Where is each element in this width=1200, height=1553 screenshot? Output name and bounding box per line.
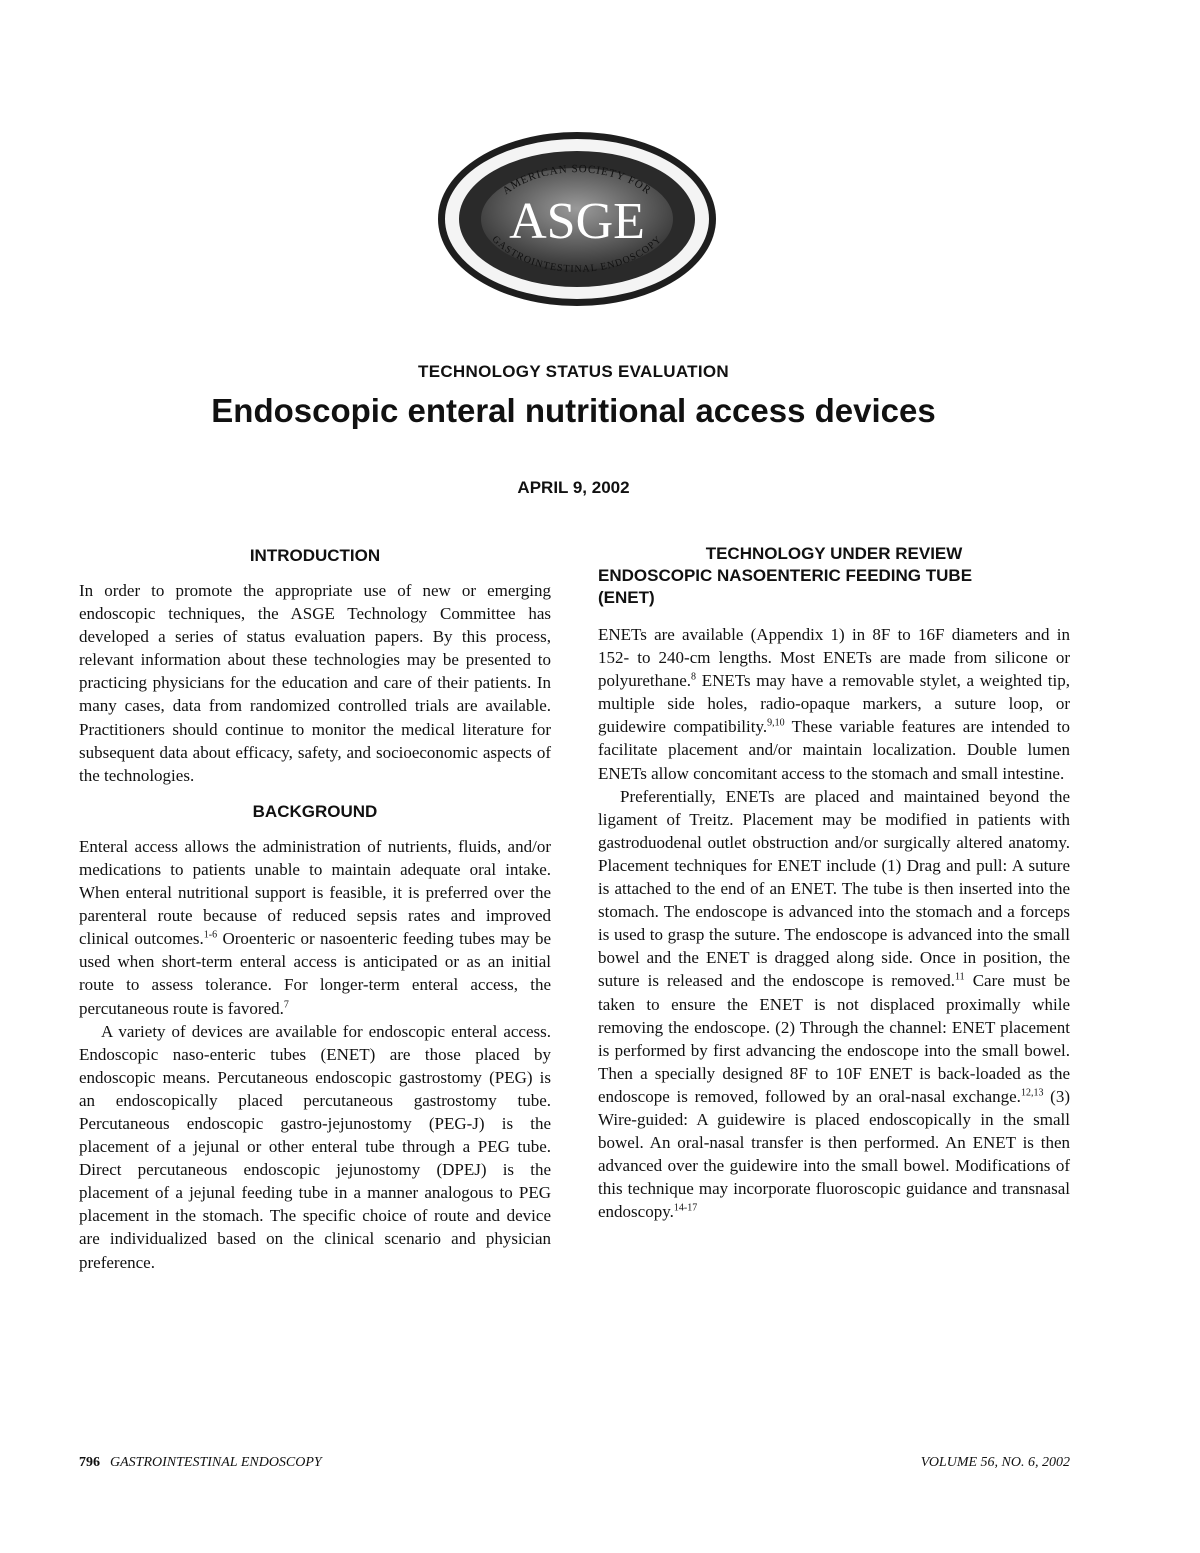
logo-center-text: ASGE — [509, 193, 645, 250]
introduction-heading: INTRODUCTION — [249, 546, 381, 565]
background-heading: BACKGROUND — [252, 801, 378, 821]
asge-logo — [436, 130, 718, 308]
citation: 9,10 — [767, 717, 785, 729]
citation: 14-17 — [673, 1202, 698, 1214]
citation: 11 — [955, 971, 965, 983]
enet-paragraph-2: Preferentially, ENETs are placed and maintained beyond the ligament of Treitz. Placement may be modified in patients with gastroduodenal outlet obstruction and/or surgically altered anatomy. Placement techniques for ENET include (1) Drag and pull: A suture is attached to the end of an ENET. The tube is then inserted into the stomach. The endoscope is advanced into the stomach and a forceps is used to grasp the suture. The endoscope is advanced into the small bowel and the ENET is dragged along side. Once in position, the suture is released and the endoscope is removed.$^{11}$ Care must be taken to ensure the ENET is not displaced proximally while removing the endoscope. (2) Through the channel: ENET placement is performed by first advancing the endoscope into the small bowel. Then a specially designed 8F to 10F ENET is back-loaded as the endoscope is removed, followed by an oral-nasal exchange.$^{12,13}$ (3) Wire-guided: A guidewire is placed endoscopically in the small bowel. An oral-nasal transfer is then performed. An ENET is then advanced over the guidewire into the small bowel. Modifications of this technique may incorporate fluoroscopic guidance and transnasal endoscopy.$^{14-17}$ — [598, 786, 1070, 1222]
volume-info: VOLUME 56, NO. 6, 2002 — [920, 1455, 1070, 1470]
logo-ring-top: AMERICAN SOCIETY FOR — [500, 163, 654, 198]
citation: 12,13 — [1020, 1087, 1044, 1099]
logo-ring-bottom: GASTROINTESTINAL ENDOSCOPY — [489, 233, 665, 275]
publication-date: APRIL 9, 2002 — [517, 478, 630, 497]
background-paragraph-2: A variety of devices are available for endoscopic enteral access. Endoscopic naso-enteric tubes (ENET) are those placed by endoscopic means. Percutaneous endoscopic gastrostomy (PEG) is an endoscopically placed percutaneous gastrostomy tube. Percutaneous endoscopic gastro-jejunostomy (PEG-J) is the placement of a jejunal or other enteral tube through a PEG tube. Direct percutaneous endoscopic jejunostomy (DPEJ) is the placement of a jejunal feeding tube in a manner analogous to PEG placement in the stomach. The specific choice of route and device are individualized based on the clinical scenario and physician preference. — [79, 1021, 551, 1272]
right-column — [598, 543, 1070, 1223]
journal-name: GASTROINTESTINAL ENDOSCOPY — [110, 1455, 322, 1470]
background-paragraph-1: Enteral access allows the administration of nutrients, fluids, and/or medications to patients unable to maintain adequate oral intake. When enteral nutritional support is feasible, it is preferred over the parenteral route because of reduced sepsis rates and improved clinical outcomes.$^{1-6}$ Oroenteric or nasoenteric feeding tubes may be used when short-term enteral access is anticipated or as an initial route to assess tolerance. For longer-term enteral access, the percutaneous route is favored.$^7$ — [79, 836, 551, 1018]
citation: 8 — [691, 671, 696, 683]
left-column — [79, 543, 551, 1274]
technology-heading: TECHNOLOGY UNDER REVIEW ENDOSCOPIC NASOENTERIC FEEDING TUBE (ENET) — [598, 544, 973, 607]
introduction-paragraph: In order to promote the appropriate use of new or emerging endoscopic techniques, the ASGE Technology Committee has developed a series of status evaluation papers. By this process, relevant information about these technologies may be presented to practicing physicians for the education and care of their patients. In many cases, data from randomized controlled trials are available. Practitioners should continue to monitor the medical literature for subsequent data about efficacy, safety, and socioeconomic aspects of the technologies. — [79, 581, 551, 785]
page-number: 796 — [79, 1455, 100, 1470]
footer-left — [79, 1455, 322, 1471]
citation: 7 — [283, 998, 289, 1010]
section-kicker: TECHNOLOGY STATUS EVALUATION — [418, 362, 729, 381]
citation: 1-6 — [203, 929, 218, 941]
enet-paragraph-1: ENETs are available (Appendix 1) in 8F to 16F diameters and in 152- to 240-cm lengths. Most ENETs are made from silicone or polyurethane.$^8$ ENETs may have a removable stylet, a weighted tip, multiple side holes, radio-opaque markers, a suture loop, or guidewire compatibility.$^{9,10}$ These variable features are intended to facilitate placement and/or maintain localization. Double lumen ENETs allow concomitant access to the stomach and small intestine. — [598, 625, 1070, 783]
page-title: Endoscopic enteral nutritional access devices — [211, 392, 936, 429]
